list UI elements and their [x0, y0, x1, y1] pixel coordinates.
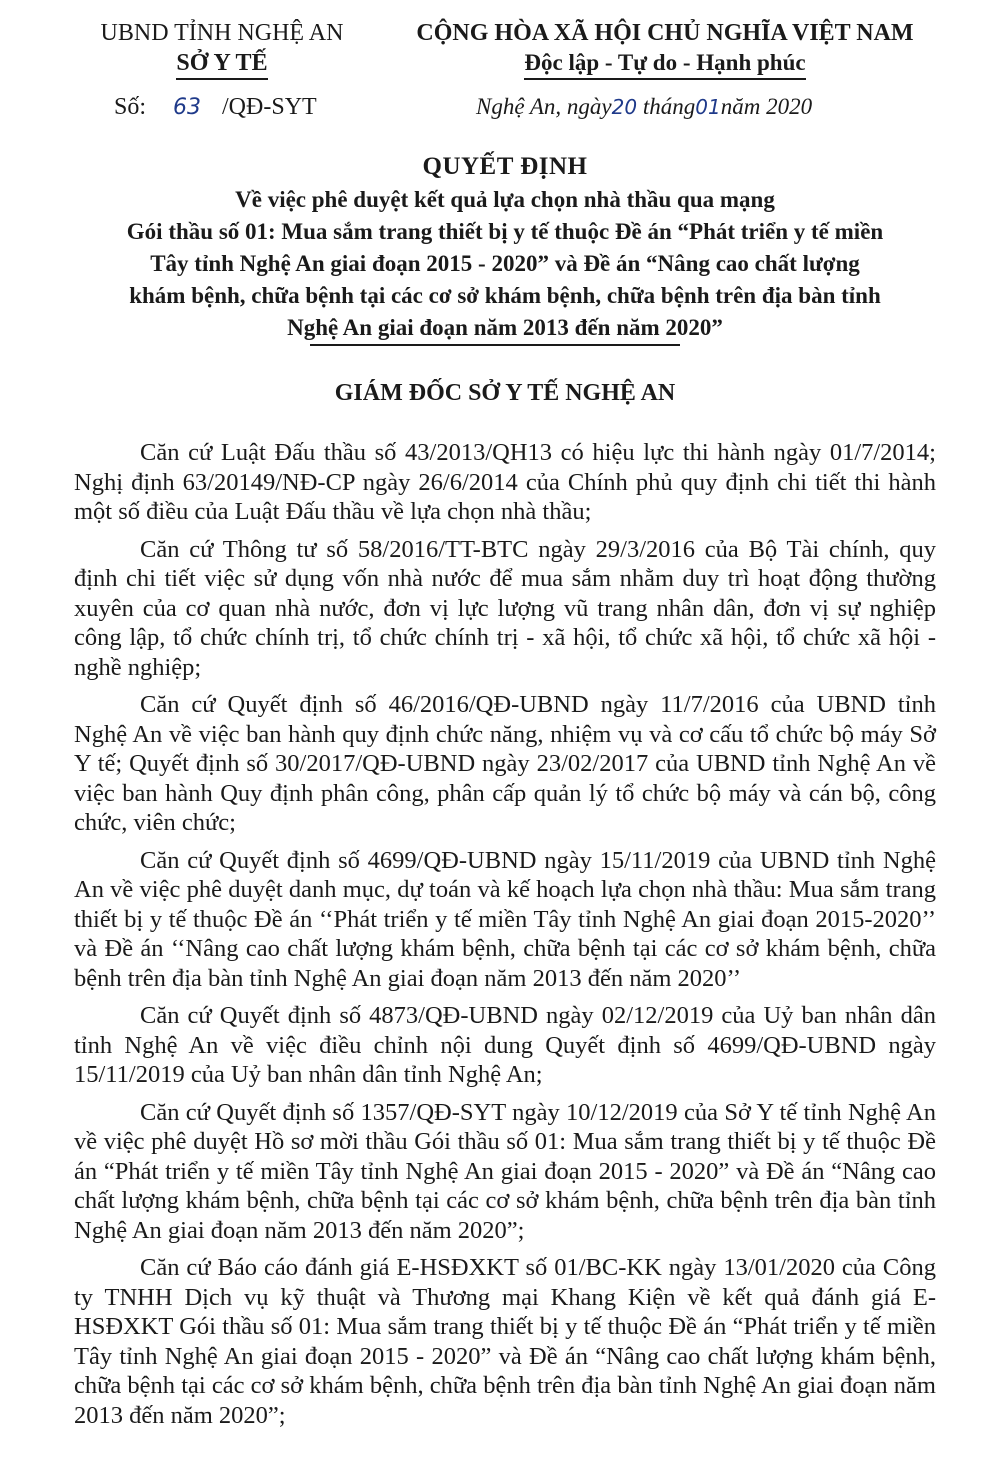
- place-date-prefix: Nghệ An, ngày: [476, 94, 612, 119]
- subject-line: Về việc phê duyệt kết quả lựa chọn nhà thầu qua mạng: [235, 187, 775, 212]
- month-label: tháng: [642, 94, 696, 119]
- nation-name: CỘNG HÒA XÃ HỘI CHỦ NGHĨA VIỆT NAM: [416, 20, 914, 46]
- national-header: [380, 18, 950, 80]
- subject-line: Tây tỉnh Nghệ An giai đoạn 2015 - 2020” và Đề án “Nâng cao chất lượng: [150, 251, 860, 276]
- month-handwritten: 01: [695, 95, 721, 119]
- subject-line: Gói thầu số 01: Mua sắm trang thiết bị y tế thuộc Đề án “Phát triển y tế miền: [126, 219, 884, 244]
- legal-basis-paragraph: Căn cứ Báo cáo đánh giá E-HSĐXKT số 01/BC-KK ngày 13/01/2020 của Công ty TNHH Dịch vụ kỹ thuật và Thương mại Khang Kiện về kết quả đánh giá E-HSĐXKT Gói thầu số 01: Mua sắm trang thiết bị y tế thuộc Đề án “Phát triển y tế miền Tây tỉnh Nghệ An giai đoạn 2015 - 2020” và Đề án “Nâng cao chất lượng khám bệnh, chữa bệnh tại các cơ sở khám bệnh, chữa bệnh trên địa bàn tỉnh Nghệ An giai đoạn năm 2013 đến năm 2020”;: [74, 1254, 936, 1429]
- agency-name: SỞ Y TẾ: [176, 48, 267, 80]
- subject-line: Nghệ An giai đoạn năm 2013 đến năm 2020”: [287, 315, 723, 340]
- national-motto: Độc lập - Tự do - Hạnh phúc: [524, 48, 805, 80]
- title-underline: [310, 344, 680, 346]
- legal-basis-paragraph: Căn cứ Thông tư số 58/2016/TT-BTC ngày 29/3/2016 của Bộ Tài chính, quy định chi tiết việc sử dụng vốn nhà nước để mua sắm nhằm duy trì hoạt động thường xuyên của cơ quan nhà nước, đơn vị lực lượng vũ trang nhân dân, đơn vị sự nghiệp công lập, tổ chức chính trị, tổ chức chính trị - xã hội, tổ chức xã hội, tổ chức xã hội - nghề nghiệp;: [74, 535, 936, 681]
- subject-line: khám bệnh, chữa bệnh tại các cơ sở khám bệnh, chữa bệnh trên địa bàn tỉnh: [129, 283, 881, 308]
- document-body: [74, 438, 936, 1438]
- issuing-agency: [72, 18, 372, 80]
- decision-heading: QUYẾT ĐỊNH: [422, 153, 588, 180]
- legal-basis-paragraph: Căn cứ Quyết định số 4873/QĐ-UBND ngày 02/12/2019 của Uỷ ban nhân dân tỉnh Nghệ An về việc điều chỉnh nội dung Quyết định số 4699/QĐ-UBND ngày 15/11/2019 của Uỷ ban nhân dân tỉnh Nghệ An;: [74, 1002, 936, 1088]
- agency-parent: UBND TỈNH NGHỆ AN: [100, 20, 344, 46]
- year-label: năm 2020: [720, 94, 813, 119]
- doc-number-prefix: Số:: [114, 94, 147, 120]
- place-and-date: [476, 94, 812, 120]
- legal-basis-paragraph: Căn cứ Luật Đấu thầu số 43/2013/QH13 có hiệu lực thi hành ngày 01/7/2014; Nghị định 63/20149/NĐ-CP ngày 26/6/2014 của Chính phủ quy định chi tiết thi hành một số điều của Luật Đấu thầu về lựa chọn nhà thầu;: [74, 439, 936, 525]
- legal-basis-paragraph: Căn cứ Quyết định số 46/2016/QĐ-UBND ngày 11/7/2016 của UBND tỉnh Nghệ An về việc ban hành quy định chức năng, nhiệm vụ và cơ cấu tổ chức bộ máy Sở Y tế; Quyết định số 30/2017/QĐ-UBND ngày 23/02/2017 của UBND tỉnh Nghệ An về việc ban hành Quy định phân công, phân cấp quản lý tổ chức bộ máy và cán bộ, công chức, viên chức;: [74, 691, 936, 836]
- legal-basis-paragraph: Căn cứ Quyết định số 4699/QĐ-UBND ngày 15/11/2019 của UBND tỉnh Nghệ An về việc phê duyệt danh mục, dự toán và kế hoạch lựa chọn nhà thầu: Mua sắm trang thiết bị y tế thuộc Đề án ‘‘Phát triển y tế miền Tây tỉnh Nghệ An giai đoạn 2015-2020’’ và Đề án ‘‘Nâng cao chất lượng khám bệnh, chữa bệnh tại các cơ sở khám bệnh, chữa bệnh trên địa bàn tỉnh Nghệ An giai đoạn năm 2013 đến năm 2020’’: [74, 846, 936, 992]
- doc-number-handwritten: 63: [173, 95, 202, 120]
- legal-basis-paragraph: Căn cứ Quyết định số 1357/QĐ-SYT ngày 10/12/2019 của Sở Y tế tỉnh Nghệ An về việc phê duyệt Hồ sơ mời thầu Gói thầu số 01: Mua sắm trang thiết bị y tế thuộc Đề án “Phát triển y tế miền Tây tỉnh Nghệ An giai đoạn 2015 - 2020” và Đề án “Nâng cao chất lượng khám bệnh, chữa bệnh tại các cơ sở khám bệnh, chữa bệnh trên địa bàn tỉnh Nghệ An giai đoạn năm 2013 đến năm 2020”;: [74, 1098, 936, 1244]
- document-number: [114, 94, 317, 121]
- decision-title-block: [70, 150, 940, 346]
- authority-heading: GIÁM ĐỐC SỞ Y TẾ NGHỆ AN: [334, 380, 676, 406]
- day-handwritten: 20: [611, 95, 638, 119]
- doc-number-suffix: /QĐ-SYT: [222, 94, 317, 120]
